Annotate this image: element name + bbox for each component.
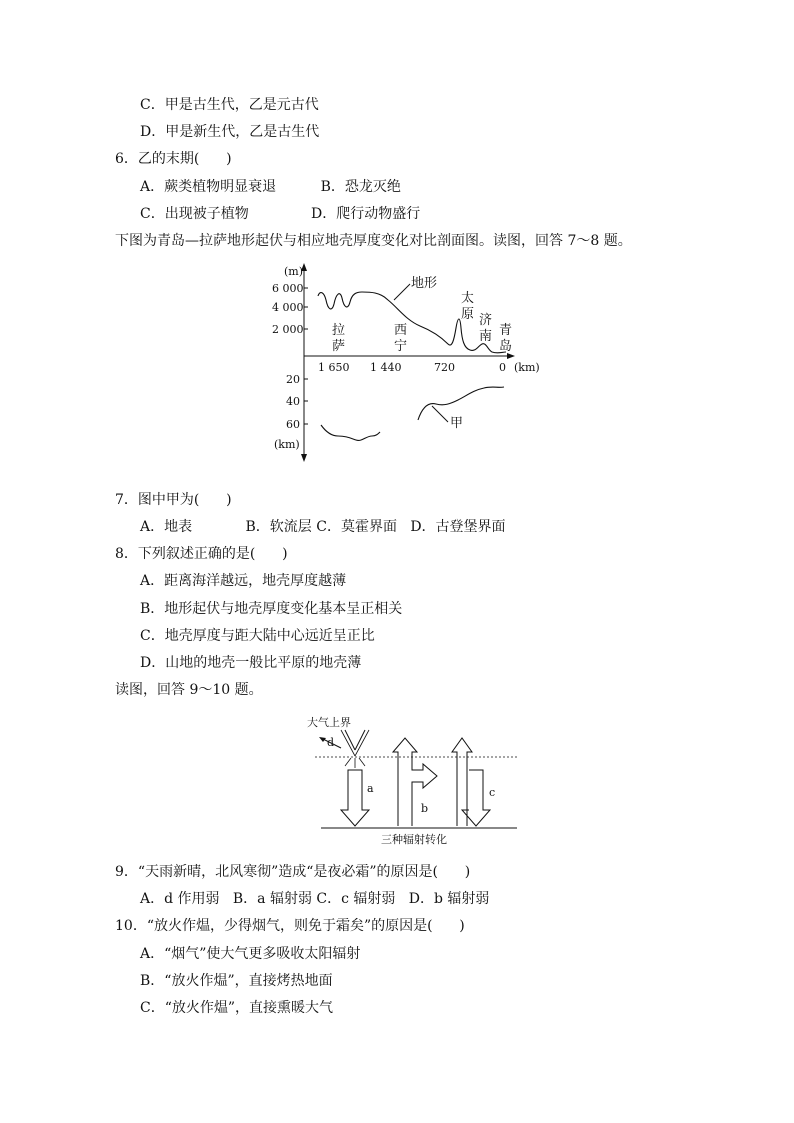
elevation-tick-6000: 6 000 xyxy=(272,282,304,295)
q7-stem: 7．图中甲为( ) xyxy=(115,492,232,508)
terrain-leader-line xyxy=(394,284,410,300)
q6-stem: 6．乙的末期( ) xyxy=(115,151,232,167)
crust-curve-west xyxy=(321,425,380,440)
depth-tick-20: 20 xyxy=(286,373,300,386)
label-d: d xyxy=(327,736,335,749)
place-xining-2: 宁 xyxy=(394,339,408,354)
arrow-c-up xyxy=(452,738,472,826)
q9-stem: 9．“天雨新晴，北风寒彻”造成“是夜必霜”的原因是( ) xyxy=(115,864,471,880)
upper-atmosphere-label: 大气上界 xyxy=(307,716,351,729)
intro-9-10: 读图，回答 9～10 题。 xyxy=(115,682,263,698)
q8-stem: 8．下列叙述正确的是( ) xyxy=(115,546,288,562)
distance-tick-1650: 1 650 xyxy=(318,361,350,374)
q9-options: A．d 作用弱 B．a 辐射弱 C．c 辐射弱 D．b 辐射弱 xyxy=(140,891,490,907)
q8-option-d: D．山地的地壳一般比平原的地壳薄 xyxy=(140,655,362,671)
place-lhasa-1: 拉 xyxy=(332,323,346,338)
depth-tick-40: 40 xyxy=(286,395,300,408)
distance-tick-1440: 1 440 xyxy=(370,361,402,374)
place-qingdao-1: 青 xyxy=(499,323,513,338)
distance-tick-720: 720 xyxy=(434,361,455,374)
q6-options-ab: A．蕨类植物明显衰退 B．恐龙灭绝 xyxy=(140,179,401,195)
q5-option-c: C．甲是古生代，乙是元古代 xyxy=(140,97,319,113)
q8-option-b: B．地形起伏与地壳厚度变化基本呈正相关 xyxy=(140,601,403,617)
q8-option-a: A．距离海洋越远，地壳厚度越薄 xyxy=(140,573,347,589)
place-jinan-2: 南 xyxy=(479,329,493,344)
arrow-a xyxy=(341,770,369,826)
arrow-b xyxy=(393,738,437,826)
q10-option-c: C．“放火作煴”，直接熏暖大气 xyxy=(140,1000,334,1016)
elevation-tick-4000: 4 000 xyxy=(272,301,304,314)
terrain-label: 地形 xyxy=(411,276,438,291)
jia-leader-line xyxy=(432,406,448,422)
label-c: c xyxy=(489,786,496,799)
q10-stem: 10．“放火作煴，少得烟气，则免于霜矣”的原因是( ) xyxy=(115,918,465,934)
q10-option-a: A．“烟气”使大气更多吸收太阳辐射 xyxy=(140,946,361,962)
place-jinan-1: 济 xyxy=(479,313,493,328)
distance-unit: (km) xyxy=(514,361,540,374)
radiation-transformation-figure xyxy=(305,712,525,852)
q5-option-d: D．甲是新生代，乙是古生代 xyxy=(140,124,320,140)
axis-arrow-down xyxy=(301,454,307,462)
elevation-tick-2000: 2 000 xyxy=(272,323,304,336)
q8-option-c: C．地壳厚度与距大陆中心远近呈正比 xyxy=(140,628,375,644)
label-a: a xyxy=(367,782,374,795)
arrow-c-down xyxy=(462,770,490,826)
place-xining-1: 西 xyxy=(394,323,408,338)
depth-unit: (km) xyxy=(274,438,300,451)
terrain-curve xyxy=(318,292,506,353)
elevation-unit: (m) xyxy=(284,265,304,278)
label-b: b xyxy=(421,802,429,815)
depth-tick-60: 60 xyxy=(286,418,300,431)
figure-caption: 三种辐射转化 xyxy=(381,833,447,846)
q10-option-b: B．“放火作煴”，直接烤热地面 xyxy=(140,973,333,989)
place-taiyuan-2: 原 xyxy=(461,307,475,322)
place-taiyuan-1: 太 xyxy=(461,291,475,306)
q7-options: A．地表 B．软流层 C．莫霍界面 D．古登堡界面 xyxy=(140,519,506,535)
jia-label: 甲 xyxy=(450,416,464,431)
distance-tick-0: 0 xyxy=(499,361,506,374)
place-qingdao-2: 岛 xyxy=(499,339,513,354)
intro-7-8: 下图为青岛—拉萨地形起伏与相应地壳厚度变化对比剖面图。读图，回答 7～8 题。 xyxy=(115,233,632,249)
place-lhasa-2: 萨 xyxy=(332,339,346,354)
terrain-crust-profile-figure xyxy=(270,260,550,465)
q6-options-cd: C．出现被子植物 D．爬行动物盛行 xyxy=(140,206,421,222)
